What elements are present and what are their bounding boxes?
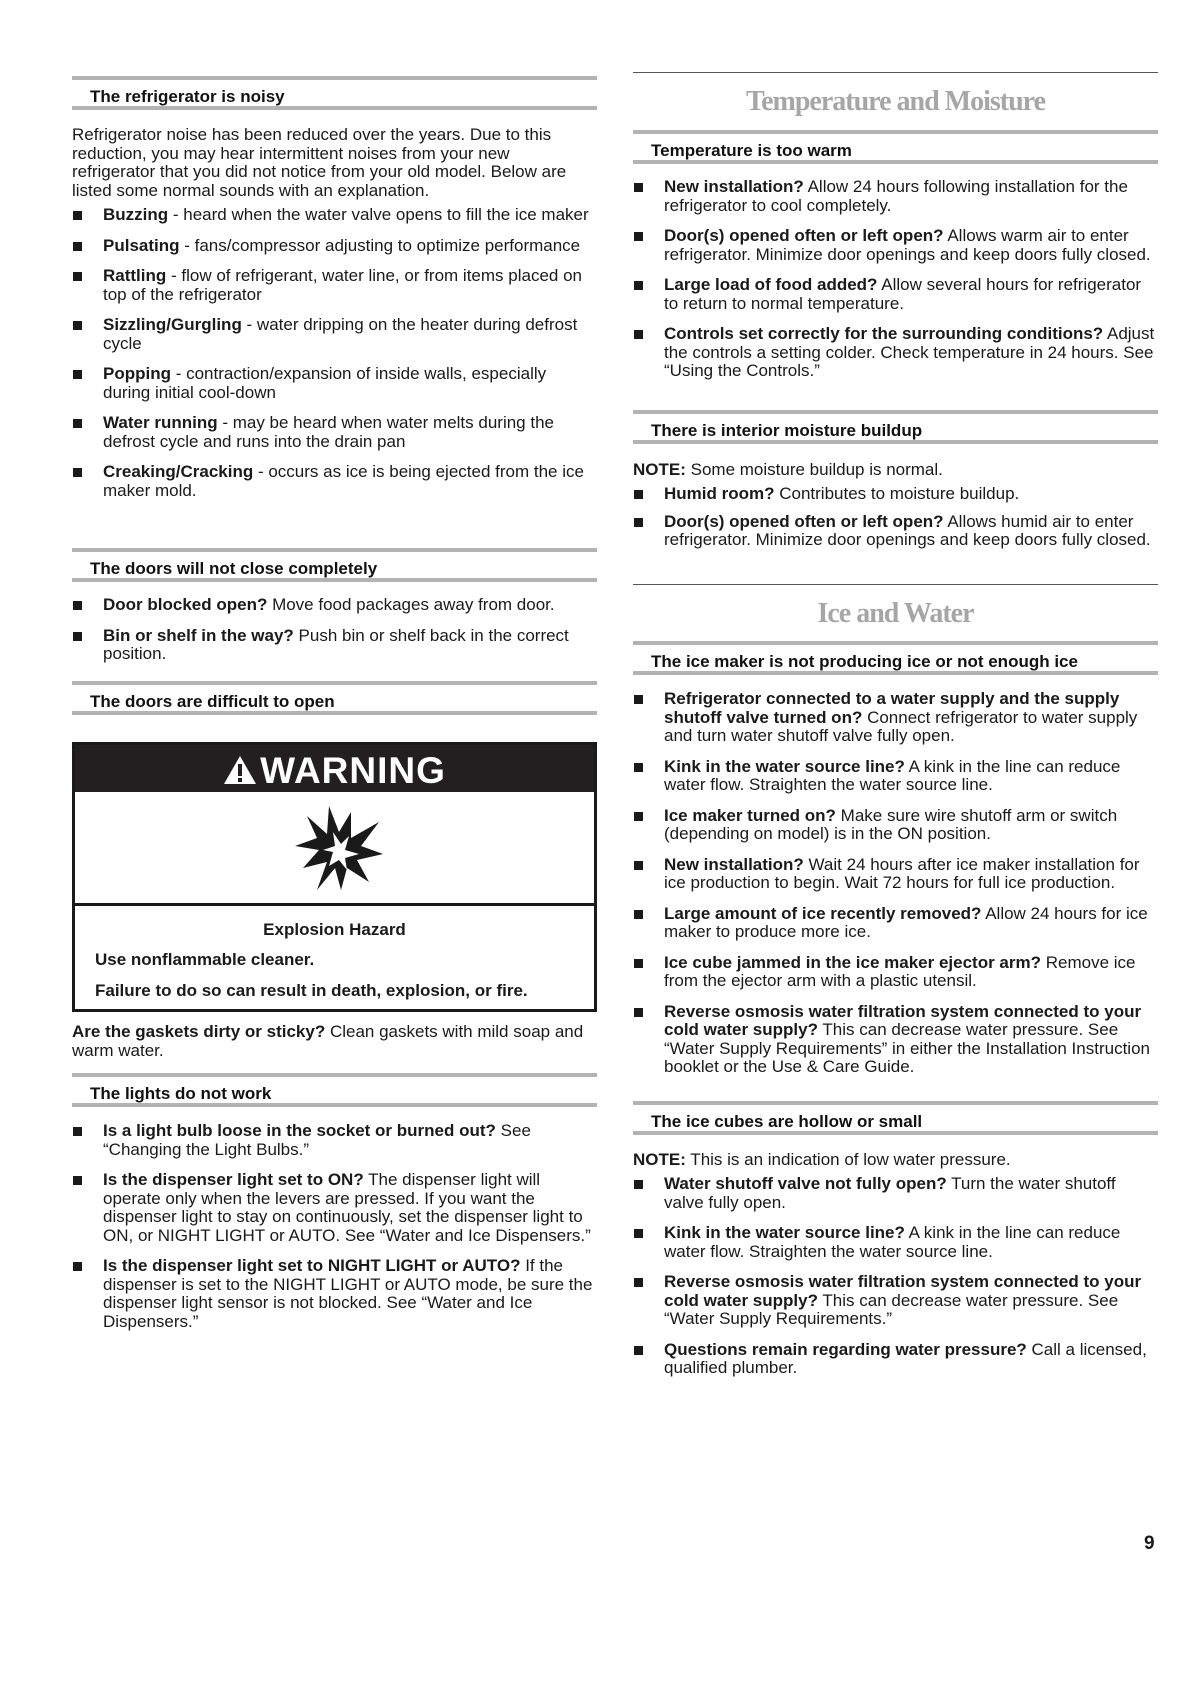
warning-banner [75, 745, 594, 792]
list-item: Refrigerator connected to a water supply and the supply shutoff valve turned on? Connect refrigerator to water supply and turn water shutoff valve fully open. [633, 690, 1158, 746]
warning-hazard: Explosion Hazard [263, 920, 406, 939]
noisy-intro: Refrigerator noise has been reduced over the years. Due to this reduction, you may hear intermittent noises from your new refrigerator that you did not notice from your old model. Below are listed some normal sounds with an explanation. [72, 125, 567, 200]
list-item: New installation? Allow 24 hours following installation for the refrigerator to cool completely. [633, 178, 1158, 215]
list-item: Water running - may be heard when water melts during the defrost cycle and runs into the drain pan [72, 414, 597, 451]
list-item: Water shutoff valve not fully open? Turn the water shutoff valve fully open. [633, 1175, 1158, 1212]
list-item: Large load of food added? Allow several hours for refrigerator to return to normal temperature. [633, 276, 1158, 313]
ice-maker-heading: The ice maker is not producing ice or not enough ice [633, 641, 1158, 675]
list-item: Ice cube jammed in the ice maker ejector arm? Remove ice from the ejector arm with a plastic utensil. [633, 954, 1158, 991]
list-item: Is the dispenser light set to ON? The dispenser light will operate only when the levers are pressed. If you want the dispenser light to stay on continuously, set the dispenser light to ON, or NIGHT LIGHT or AUTO. See “Water and Ice Dispensers.” [72, 1171, 597, 1245]
doors-close-heading: The doors will not close completely [72, 548, 597, 582]
list-item: Popping - contraction/expansion of inside walls, especially during initial cool-down [72, 365, 597, 402]
list-item: Humid room? Contributes to moisture buildup. [633, 485, 1158, 504]
doors-close-list [72, 596, 597, 676]
gaskets-text: Are the gaskets dirty or sticky? Clean gaskets with mild soap and warm water. [72, 1022, 584, 1060]
list-item: New installation? Wait 24 hours after ice maker installation for ice production to begin. Wait 72 hours for full ice production. [633, 856, 1158, 893]
list-item: Controls set correctly for the surrounding conditions? Adjust the controls a setting colder. Check temperature in 24 hours. See “Using the Controls.” [633, 325, 1158, 381]
list-item: Creaking/Cracking - occurs as ice is being ejected from the ice maker mold. [72, 463, 597, 500]
list-item: Is the dispenser light set to NIGHT LIGHT or AUTO? If the dispenser is set to the NIGHT LIGHT or AUTO mode, be sure the dispenser light sensor is not blocked. See “Water and Ice Dispensers.” [72, 1257, 597, 1331]
list-item: Questions remain regarding water pressure? Call a licensed, qualified plumber. [633, 1341, 1158, 1378]
list-item: Reverse osmosis water filtration system connected to your cold water supply? This can decrease water pressure. See “Water Supply Requirements.” [633, 1273, 1158, 1329]
lights-list [72, 1122, 597, 1343]
warning-line-1: Use nonflammable cleaner. [95, 950, 315, 969]
too-warm-heading: Temperature is too warm [633, 130, 1158, 164]
list-item: Pulsating - fans/compressor adjusting to optimize performance [72, 237, 597, 256]
moisture-note: NOTE: Some moisture buildup is normal. [633, 460, 943, 479]
list-item: Bin or shelf in the way? Push bin or shelf back in the correct position. [72, 627, 597, 664]
list-item: Is a light bulb loose in the socket or burned out? See “Changing the Light Bulbs.” [72, 1122, 597, 1159]
hollow-note: NOTE: This is an indication of low water pressure. [633, 1150, 1011, 1169]
list-item: Door(s) opened often or left open? Allows warm air to enter refrigerator. Minimize door openings and keep doors fully closed. [633, 227, 1158, 264]
moisture-list [633, 485, 1158, 559]
list-item: Ice maker turned on? Make sure wire shutoff arm or switch (depending on model) is in the ON position. [633, 807, 1158, 844]
explosion-icon [289, 802, 385, 892]
list-item: Sizzling/Gurgling - water dripping on the heater during defrost cycle [72, 316, 597, 353]
moisture-heading: There is interior moisture buildup [633, 410, 1158, 444]
list-item: Large amount of ice recently removed? Allow 24 hours for ice maker to produce more ice. [633, 905, 1158, 942]
warning-line-2: Failure to do so can result in death, explosion, or fire. [95, 981, 528, 1000]
lights-heading: The lights do not work [72, 1073, 597, 1107]
warning-triangle-icon [223, 755, 257, 785]
doors-open-heading: The doors are difficult to open [72, 681, 597, 715]
warning-title: WARNING [260, 750, 446, 791]
temperature-section-title: Temperature and Moisture [633, 72, 1158, 131]
noisy-heading: The refrigerator is noisy [72, 76, 597, 110]
list-item: Door(s) opened often or left open? Allows humid air to enter refrigerator. Minimize door openings and keep doors fully closed. [633, 513, 1158, 550]
list-item: Kink in the water source line? A kink in the line can reduce water flow. Straighten the water source line. [633, 1224, 1158, 1261]
list-item: Kink in the water source line? A kink in the line can reduce water flow. Straighten the water source line. [633, 758, 1158, 795]
hollow-heading: The ice cubes are hollow or small [633, 1101, 1158, 1135]
too-warm-list [633, 178, 1158, 393]
page-number: 9 [1144, 1533, 1155, 1554]
warning-box [72, 742, 597, 1012]
ice-maker-list [633, 690, 1158, 1089]
list-item: Reverse osmosis water filtration system connected to your cold water supply? This can decrease water pressure. See “Water Supply Requirements” in either the Installation Instruction booklet or the Use & Care Guide. [633, 1003, 1158, 1077]
hollow-list [633, 1175, 1158, 1390]
ice-section-title: Ice and Water [633, 584, 1158, 643]
list-item: Rattling - flow of refrigerant, water line, or from items placed on top of the refrigerator [72, 267, 597, 304]
list-item: Door blocked open? Move food packages away from door. [72, 596, 597, 615]
list-item: Buzzing - heard when the water valve opens to fill the ice maker [72, 206, 597, 225]
noisy-list [72, 206, 597, 512]
